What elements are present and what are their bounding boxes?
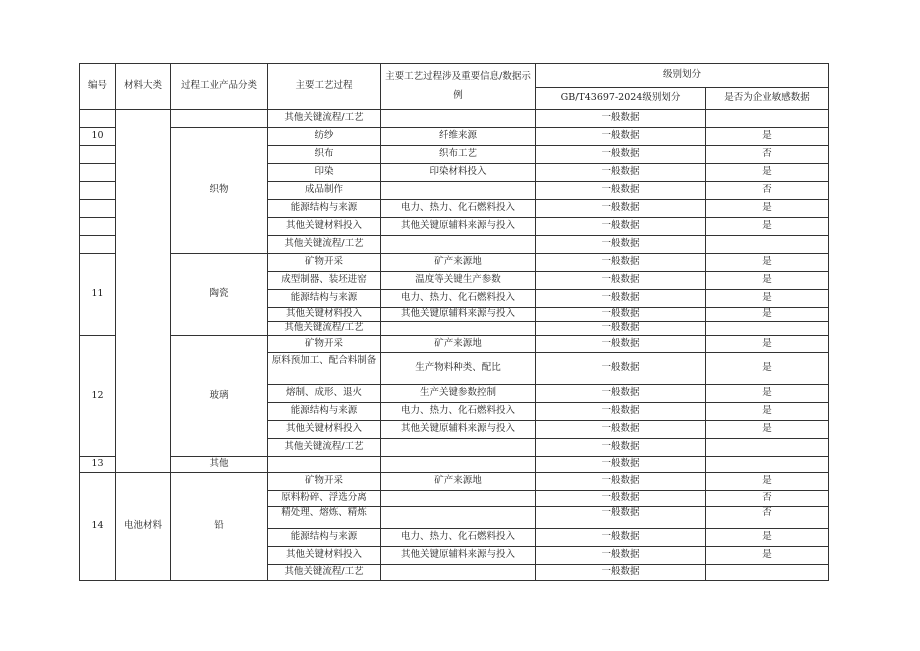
- cell-level: 一般数据: [536, 146, 706, 164]
- cell-process: 精处理、熔炼、精炼: [268, 507, 381, 529]
- cell-process: 熔制、成形、退火: [268, 385, 381, 403]
- cell-no: [80, 236, 116, 254]
- cell-sensitive: [706, 565, 829, 581]
- cell-process: 其他关键流程/工艺: [268, 110, 381, 128]
- header-category: 材料大类: [116, 64, 171, 110]
- cell-sensitive: 是: [706, 218, 829, 236]
- cell-level: 一般数据: [536, 353, 706, 385]
- cell-info: [381, 491, 536, 507]
- cell-info: 矿产来源地: [381, 336, 536, 353]
- cell-level: 一般数据: [536, 308, 706, 322]
- cell-process: 矿物开采: [268, 336, 381, 353]
- cell-level: 一般数据: [536, 457, 706, 473]
- cell-info: [381, 110, 536, 128]
- cell-process: 印染: [268, 164, 381, 182]
- cell-sensitive: 否: [706, 146, 829, 164]
- cell-product: [171, 110, 268, 128]
- cell-level: 一般数据: [536, 439, 706, 457]
- cell-process: 其他关键材料投入: [268, 308, 381, 322]
- cell-sensitive: 否: [706, 507, 829, 529]
- cell-no: 12: [80, 336, 116, 457]
- cell-product: 铅: [171, 473, 268, 581]
- cell-sensitive: [706, 110, 829, 128]
- cell-info: 电力、热力、化石燃料投入: [381, 200, 536, 218]
- cell-info: 其他关键原辅料来源与投入: [381, 218, 536, 236]
- cell-info: 矿产来源地: [381, 473, 536, 491]
- header-process: 主要工艺过程: [268, 64, 381, 110]
- cell-process: 原料粉碎、浮选分离: [268, 491, 381, 507]
- cell-process: 能源结构与来源: [268, 403, 381, 421]
- cell-info: [381, 236, 536, 254]
- cell-info: 电力、热力、化石燃料投入: [381, 529, 536, 547]
- cell-no: [80, 164, 116, 182]
- cell-sensitive: 是: [706, 200, 829, 218]
- cell-process: 能源结构与来源: [268, 529, 381, 547]
- table-row: [80, 254, 829, 272]
- cell-info: 生产关键参数控制: [381, 385, 536, 403]
- cell-info: 织布工艺: [381, 146, 536, 164]
- cell-product: 陶瓷: [171, 254, 268, 336]
- cell-sensitive: [706, 439, 829, 457]
- cell-sensitive: 否: [706, 182, 829, 200]
- cell-level: 一般数据: [536, 164, 706, 182]
- cell-sensitive: 是: [706, 353, 829, 385]
- cell-level: 一般数据: [536, 200, 706, 218]
- cell-info: 生产物料种类、配比: [381, 353, 536, 385]
- cell-no: [80, 182, 116, 200]
- data-grading-table: [79, 63, 829, 581]
- cell-sensitive: 是: [706, 272, 829, 290]
- cell-process: 其他关键材料投入: [268, 218, 381, 236]
- cell-level: 一般数据: [536, 491, 706, 507]
- cell-process: 成品制作: [268, 182, 381, 200]
- cell-sensitive: 是: [706, 385, 829, 403]
- cell-category: 电池材料: [116, 473, 171, 581]
- header-product: 过程工业产品分类: [171, 64, 268, 110]
- cell-process: 原料预加工、配合料制备: [268, 353, 381, 385]
- cell-process: 其他关键流程/工艺: [268, 439, 381, 457]
- cell-level: 一般数据: [536, 473, 706, 491]
- cell-sensitive: 是: [706, 473, 829, 491]
- cell-info: 其他关键原辅料来源与投入: [381, 421, 536, 439]
- cell-no: [80, 146, 116, 164]
- cell-no: [80, 110, 116, 128]
- header-grading: 级别划分: [536, 64, 829, 88]
- cell-info: 其他关键原辅料来源与投入: [381, 547, 536, 565]
- table-row: [80, 457, 829, 473]
- cell-sensitive: [706, 322, 829, 336]
- cell-sensitive: 是: [706, 529, 829, 547]
- cell-info: 其他关键原辅料来源与投入: [381, 308, 536, 322]
- cell-info: 印染材料投入: [381, 164, 536, 182]
- cell-product: 织物: [171, 128, 268, 254]
- cell-no: [80, 200, 116, 218]
- cell-level: 一般数据: [536, 236, 706, 254]
- cell-process: 能源结构与来源: [268, 200, 381, 218]
- cell-level: 一般数据: [536, 421, 706, 439]
- cell-level: 一般数据: [536, 507, 706, 529]
- cell-process: 纺纱: [268, 128, 381, 146]
- cell-process: 其他关键流程/工艺: [268, 322, 381, 336]
- cell-sensitive: 是: [706, 308, 829, 322]
- cell-info: [381, 439, 536, 457]
- table-row: [80, 128, 829, 146]
- cell-sensitive: 是: [706, 128, 829, 146]
- table-row: [80, 473, 829, 491]
- cell-info: 温度等关键生产参数: [381, 272, 536, 290]
- cell-level: 一般数据: [536, 182, 706, 200]
- cell-level: 一般数据: [536, 290, 706, 308]
- cell-process: 能源结构与来源: [268, 290, 381, 308]
- cell-sensitive: 否: [706, 491, 829, 507]
- cell-level: 一般数据: [536, 403, 706, 421]
- cell-info: [381, 507, 536, 529]
- header-sensitive: 是否为企业敏感数据: [706, 88, 829, 110]
- cell-no: 13: [80, 457, 116, 473]
- cell-sensitive: [706, 236, 829, 254]
- cell-info: 纤维来源: [381, 128, 536, 146]
- cell-no: 14: [80, 473, 116, 581]
- cell-process: 矿物开采: [268, 254, 381, 272]
- cell-info: [381, 322, 536, 336]
- header-gb-level: GB/T43697-2024级别划分: [536, 88, 706, 110]
- cell-level: 一般数据: [536, 529, 706, 547]
- cell-info: [381, 457, 536, 473]
- cell-product: 其他: [171, 457, 268, 473]
- cell-info: 电力、热力、化石燃料投入: [381, 403, 536, 421]
- header-info: 主要工艺过程涉及重要信息/数据示例: [381, 64, 536, 110]
- cell-info: [381, 182, 536, 200]
- cell-level: 一般数据: [536, 547, 706, 565]
- cell-level: 一般数据: [536, 218, 706, 236]
- cell-process: [268, 457, 381, 473]
- cell-level: 一般数据: [536, 128, 706, 146]
- cell-process: 其他关键流程/工艺: [268, 236, 381, 254]
- cell-info: 电力、热力、化石燃料投入: [381, 290, 536, 308]
- cell-level: 一般数据: [536, 336, 706, 353]
- cell-process: 其他关键材料投入: [268, 421, 381, 439]
- cell-product: 玻璃: [171, 336, 268, 457]
- cell-process: 成型制器、装坯进窑: [268, 272, 381, 290]
- cell-sensitive: 是: [706, 421, 829, 439]
- cell-level: 一般数据: [536, 110, 706, 128]
- cell-sensitive: 是: [706, 403, 829, 421]
- cell-no: 11: [80, 254, 116, 336]
- cell-sensitive: 是: [706, 164, 829, 182]
- cell-process: 其他关键材料投入: [268, 547, 381, 565]
- cell-no: 10: [80, 128, 116, 146]
- cell-sensitive: 是: [706, 254, 829, 272]
- cell-category: [116, 110, 171, 473]
- cell-sensitive: 是: [706, 547, 829, 565]
- cell-sensitive: [706, 457, 829, 473]
- cell-process: 矿物开采: [268, 473, 381, 491]
- header-no: 编号: [80, 64, 116, 110]
- cell-sensitive: 是: [706, 290, 829, 308]
- cell-level: 一般数据: [536, 254, 706, 272]
- cell-level: 一般数据: [536, 565, 706, 581]
- cell-sensitive: 是: [706, 336, 829, 353]
- cell-level: 一般数据: [536, 385, 706, 403]
- cell-process: 织布: [268, 146, 381, 164]
- cell-info: 矿产来源地: [381, 254, 536, 272]
- cell-level: 一般数据: [536, 272, 706, 290]
- table-row: [80, 336, 829, 353]
- table-row: [80, 110, 829, 128]
- cell-info: [381, 565, 536, 581]
- cell-no: [80, 218, 116, 236]
- cell-level: 一般数据: [536, 322, 706, 336]
- cell-process: 其他关键流程/工艺: [268, 565, 381, 581]
